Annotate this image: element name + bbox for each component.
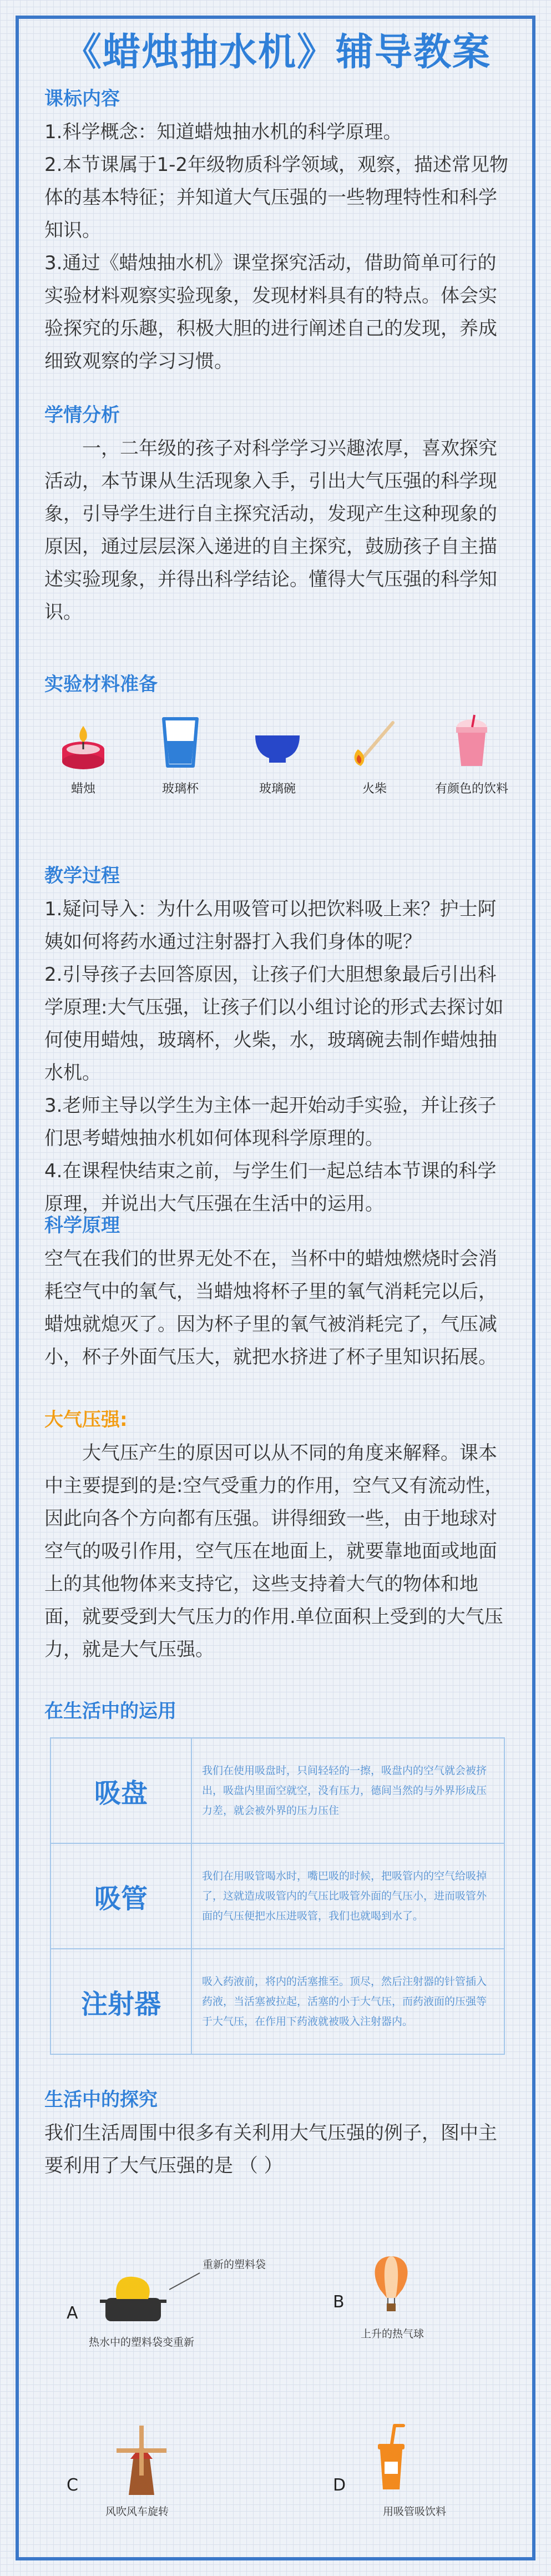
- material-label: 玻璃杯: [161, 782, 199, 796]
- standards-section: [44, 83, 510, 378]
- table-row: [50, 1949, 504, 2054]
- materials-section: [44, 669, 510, 702]
- materials-heading: 实验材料准备: [44, 673, 158, 695]
- life-section: [44, 1696, 510, 1728]
- windmill-icon: [111, 2426, 172, 2498]
- material-item: [141, 710, 219, 797]
- material-item: [239, 710, 316, 797]
- principle-text: 空气在我们的世界无处不在，当杯中的蜡烛燃烧时会消耗空气中的氧气，当蜡烛将杯子里的氧气消耗完以后，蜡烛就熄灭了。因为杯子里的氧气被消耗完了，气压减小，杯子外面气压大，就把水挤进了杯子里知识拓展。: [44, 1248, 497, 1368]
- option-letter: D: [333, 2476, 346, 2495]
- option-letter: C: [67, 2476, 78, 2495]
- process-section: [44, 860, 510, 1221]
- pot-bag-icon: [97, 2265, 169, 2326]
- glass-icon: [150, 710, 211, 772]
- pointer-line-icon: [169, 2270, 203, 2292]
- material-item: [44, 710, 122, 797]
- match-icon: [344, 710, 405, 772]
- pressure-section: [44, 1404, 510, 1666]
- option-caption: 上升的热气球: [361, 2328, 424, 2340]
- material-label: 蜡烛: [70, 782, 95, 796]
- process-heading: 教学过程: [44, 865, 120, 887]
- principle-section: [44, 1210, 510, 1374]
- process-item: 4.在课程快结束之前，与学生们一起总结本节课的科学原理，并说出大气压强在生活中的运用。: [44, 1160, 497, 1215]
- straw-drink-icon: [369, 2423, 413, 2495]
- candle-icon: [53, 710, 114, 772]
- life-table: [50, 1737, 505, 2055]
- life-item-name: 吸管: [50, 1843, 191, 1949]
- materials-list: [44, 710, 510, 833]
- material-label: 火柴: [362, 782, 387, 796]
- table-row: [50, 1738, 504, 1843]
- process-item: 3.老师主导以学生为主体一起开始动手实验，并让孩子们思考蜡烛抽水机如何体现科学原理的。: [44, 1095, 497, 1150]
- life-item-desc: 我们在用吸管喝水时，嘴巴吸的时候，把吸管内的空气给吸掉了，这就造成吸管内的气压比吸管外面的气压小，进而吸管外面的气压便把水压进吸管，我们也就喝到水了。: [191, 1843, 504, 1949]
- material-label: 玻璃碗: [259, 782, 296, 796]
- process-item: 1.疑问导入：为什么用吸管可以把饮料吸上来？护士阿姨如何将药水通过注射器打入我们身体的呢？: [44, 898, 497, 953]
- life-heading: 在生活中的运用: [44, 1700, 176, 1722]
- option-caption: 风吹风车旋转: [105, 2506, 169, 2518]
- standards-heading: 课标内容: [44, 88, 120, 110]
- analysis-section: [44, 400, 510, 629]
- explore-section: [44, 2084, 510, 2182]
- life-item-name: 注射器: [50, 1949, 191, 2054]
- option-caption: 用吸管吸饮料: [383, 2506, 447, 2518]
- option-caption: 热水中的塑料袋变重新: [89, 2336, 195, 2348]
- option-note: 重新的塑料袋: [203, 2259, 266, 2271]
- page-title: 《蜡烛抽水机》辅导教案: [63, 31, 491, 74]
- hot-air-balloon-icon: [369, 2254, 413, 2320]
- table-row: [50, 1843, 504, 1949]
- life-item-desc: 我们在使用吸盘时，只间轻轻的一擦，吸盘内的空气就会被挤出，吸盘内里面空就空，没有压力，德间当然的与外界形成压力差，就会被外界的压力压住: [191, 1738, 504, 1843]
- option-letter: B: [333, 2292, 345, 2312]
- standards-item: 2.本节课属于1-2年级物质科学领域，观察，描述常见物体的基本特征；并知道大气压强的一些物理特性和科学知识。: [44, 154, 508, 241]
- standards-item: 1.科学概念：知道蜡烛抽水机的科学原理。: [44, 121, 402, 143]
- life-item-desc: 吸入药液前，将内的活塞推至。顶尽，然后注射器的针管插入药液，当活塞被拉起，活塞的小于大气压，而药液面的压强等于大气压，在作用下药液就被吸入注射器内。: [191, 1949, 504, 2054]
- material-label: 有颜色的饮料: [434, 782, 508, 796]
- analysis-heading: 学情分析: [44, 404, 120, 426]
- process-item: 2.引导孩子去回答原因，让孩子们大胆想象最后引出科学原理:大气压强，让孩子们以小组讨论的形式去探讨如何使用蜡烛，玻璃杯，火柴，水，玻璃碗去制作蜡烛抽水机。: [44, 964, 504, 1084]
- bowl-icon: [247, 710, 308, 772]
- answer-options: [44, 2237, 510, 2548]
- pressure-text: 大气压产生的原因可以从不同的角度来解释。课本中主要提到的是:空气受重力的作用，空气又有流动性，因此向各个方向都有压强。讲得细致一些，由于地球对空气的吸引作用，空气压在地面上，就要靠地面或地面上的其他物体来支持它，这些支持着大气的物体和地面，就要受到大气压力的作用.单位面积上受到的大气压力，就是大气压强。: [44, 1442, 504, 1661]
- explore-question: 我们生活周围中很多有关利用大气压强的例子，图中主要利用了大气压强的是 （ ）: [44, 2122, 497, 2177]
- life-item-name: 吸盘: [50, 1738, 191, 1843]
- standards-item: 3.通过《蜡烛抽水机》课堂探究活动，借助简单可行的实验材料观察实验现象，发现材料具有的特点。体会实验探究的乐趣，积极大胆的进行阐述自己的发现，养成细致观察的学习习惯。: [44, 252, 497, 372]
- option-letter: A: [67, 2303, 78, 2323]
- drink-icon: [441, 710, 502, 772]
- material-item: [433, 710, 510, 797]
- explore-heading: 生活中的探究: [44, 2089, 158, 2111]
- material-item: [336, 710, 413, 797]
- pressure-heading: 大气压强:: [44, 1409, 128, 1431]
- analysis-text: 一，二年级的孩子对科学学习兴趣浓厚，喜欢探究活动，本节课从生活现象入手，引出大气压强的科学现象，引导学生进行自主探究活动，发现产生这种现象的原因，通过层层深入递进的自主探究，鼓励孩子自主描述实验现象，并得出科学结论。懂得大气压强的科学知识。: [44, 437, 497, 623]
- principle-heading: 科学原理: [44, 1214, 120, 1237]
